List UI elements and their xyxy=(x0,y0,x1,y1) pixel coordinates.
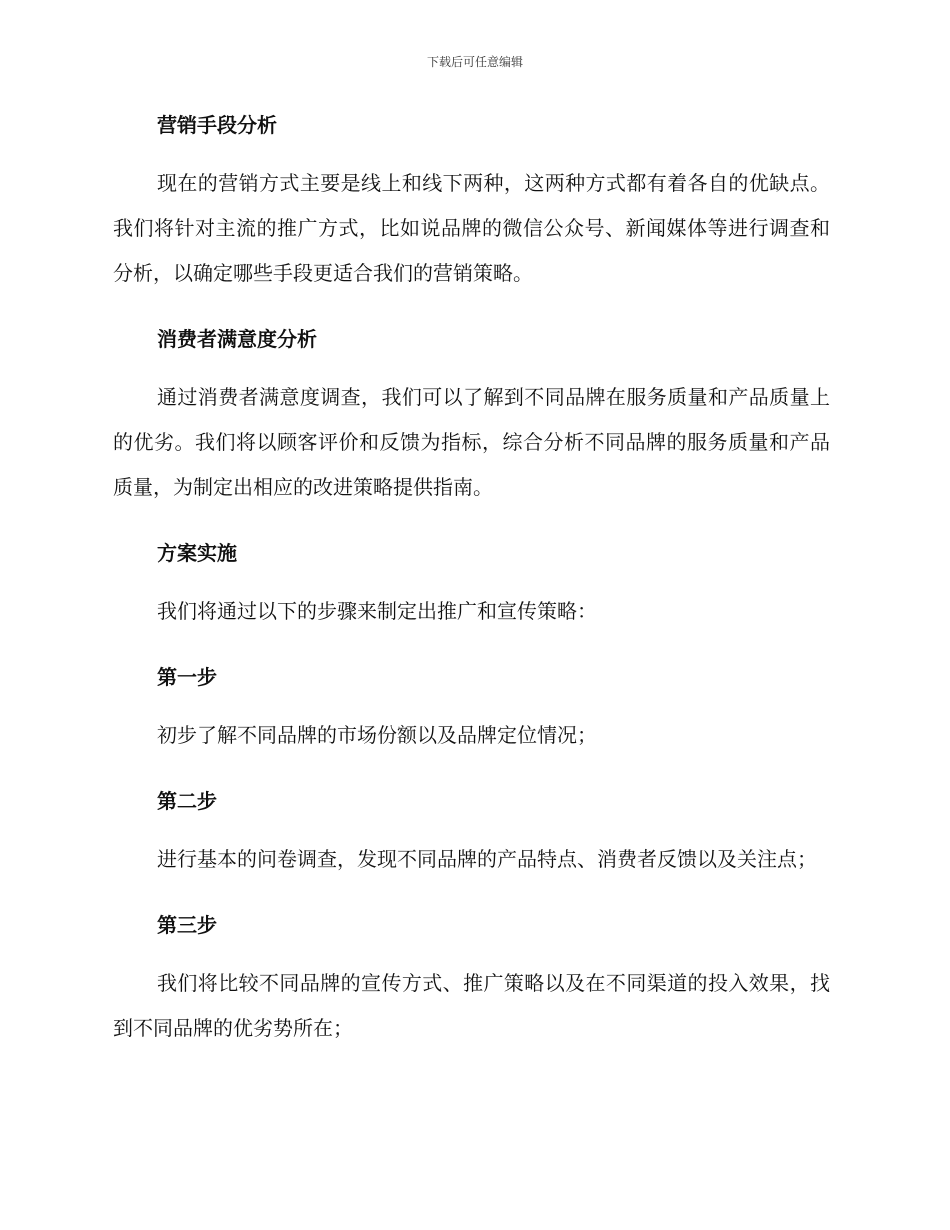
paragraph-step-three: 我们将比较不同品牌的宣传方式、推广策略以及在不同渠道的投入效果，找到不同品牌的优劣势所在； xyxy=(113,971,830,1040)
section-heading-consumer-satisfaction: 消费者满意度分析 xyxy=(157,327,317,351)
section-heading-plan-implementation: 方案实施 xyxy=(157,541,237,565)
document-body xyxy=(113,110,830,1051)
section-heading-step-one: 第一步 xyxy=(157,665,217,689)
paragraph-marketing-methods: 现在的营销方式主要是线上和线下两种，这两种方式都有着各自的优缺点。我们将针对主流的推广方式，比如说品牌的微信公众号、新闻媒体等进行调查和分析，以确定哪些手段更适合我们的营销策略。 xyxy=(113,171,830,285)
section-heading-step-three: 第三步 xyxy=(157,913,217,937)
paragraph-consumer-satisfaction: 通过消费者满意度调查，我们可以了解到不同品牌在服务质量和产品质量上的优劣。我们将以顾客评价和反馈为指标，综合分析不同品牌的服务质量和产品质量，为制定出相应的改进策略提供指南。 xyxy=(113,385,830,499)
paragraph-step-two: 进行基本的问卷调查，发现不同品牌的产品特点、消费者反馈以及关注点； xyxy=(157,847,817,871)
paragraph-step-one: 初步了解不同品牌的市场份额以及品牌定位情况； xyxy=(157,723,597,747)
section-heading-marketing-methods: 营销手段分析 xyxy=(157,113,277,137)
paragraph-plan-implementation: 我们将通过以下的步骤来制定出推广和宣传策略： xyxy=(157,599,597,623)
section-heading-step-two: 第二步 xyxy=(157,789,217,813)
page-header: 下载后可任意编辑 xyxy=(426,55,523,69)
